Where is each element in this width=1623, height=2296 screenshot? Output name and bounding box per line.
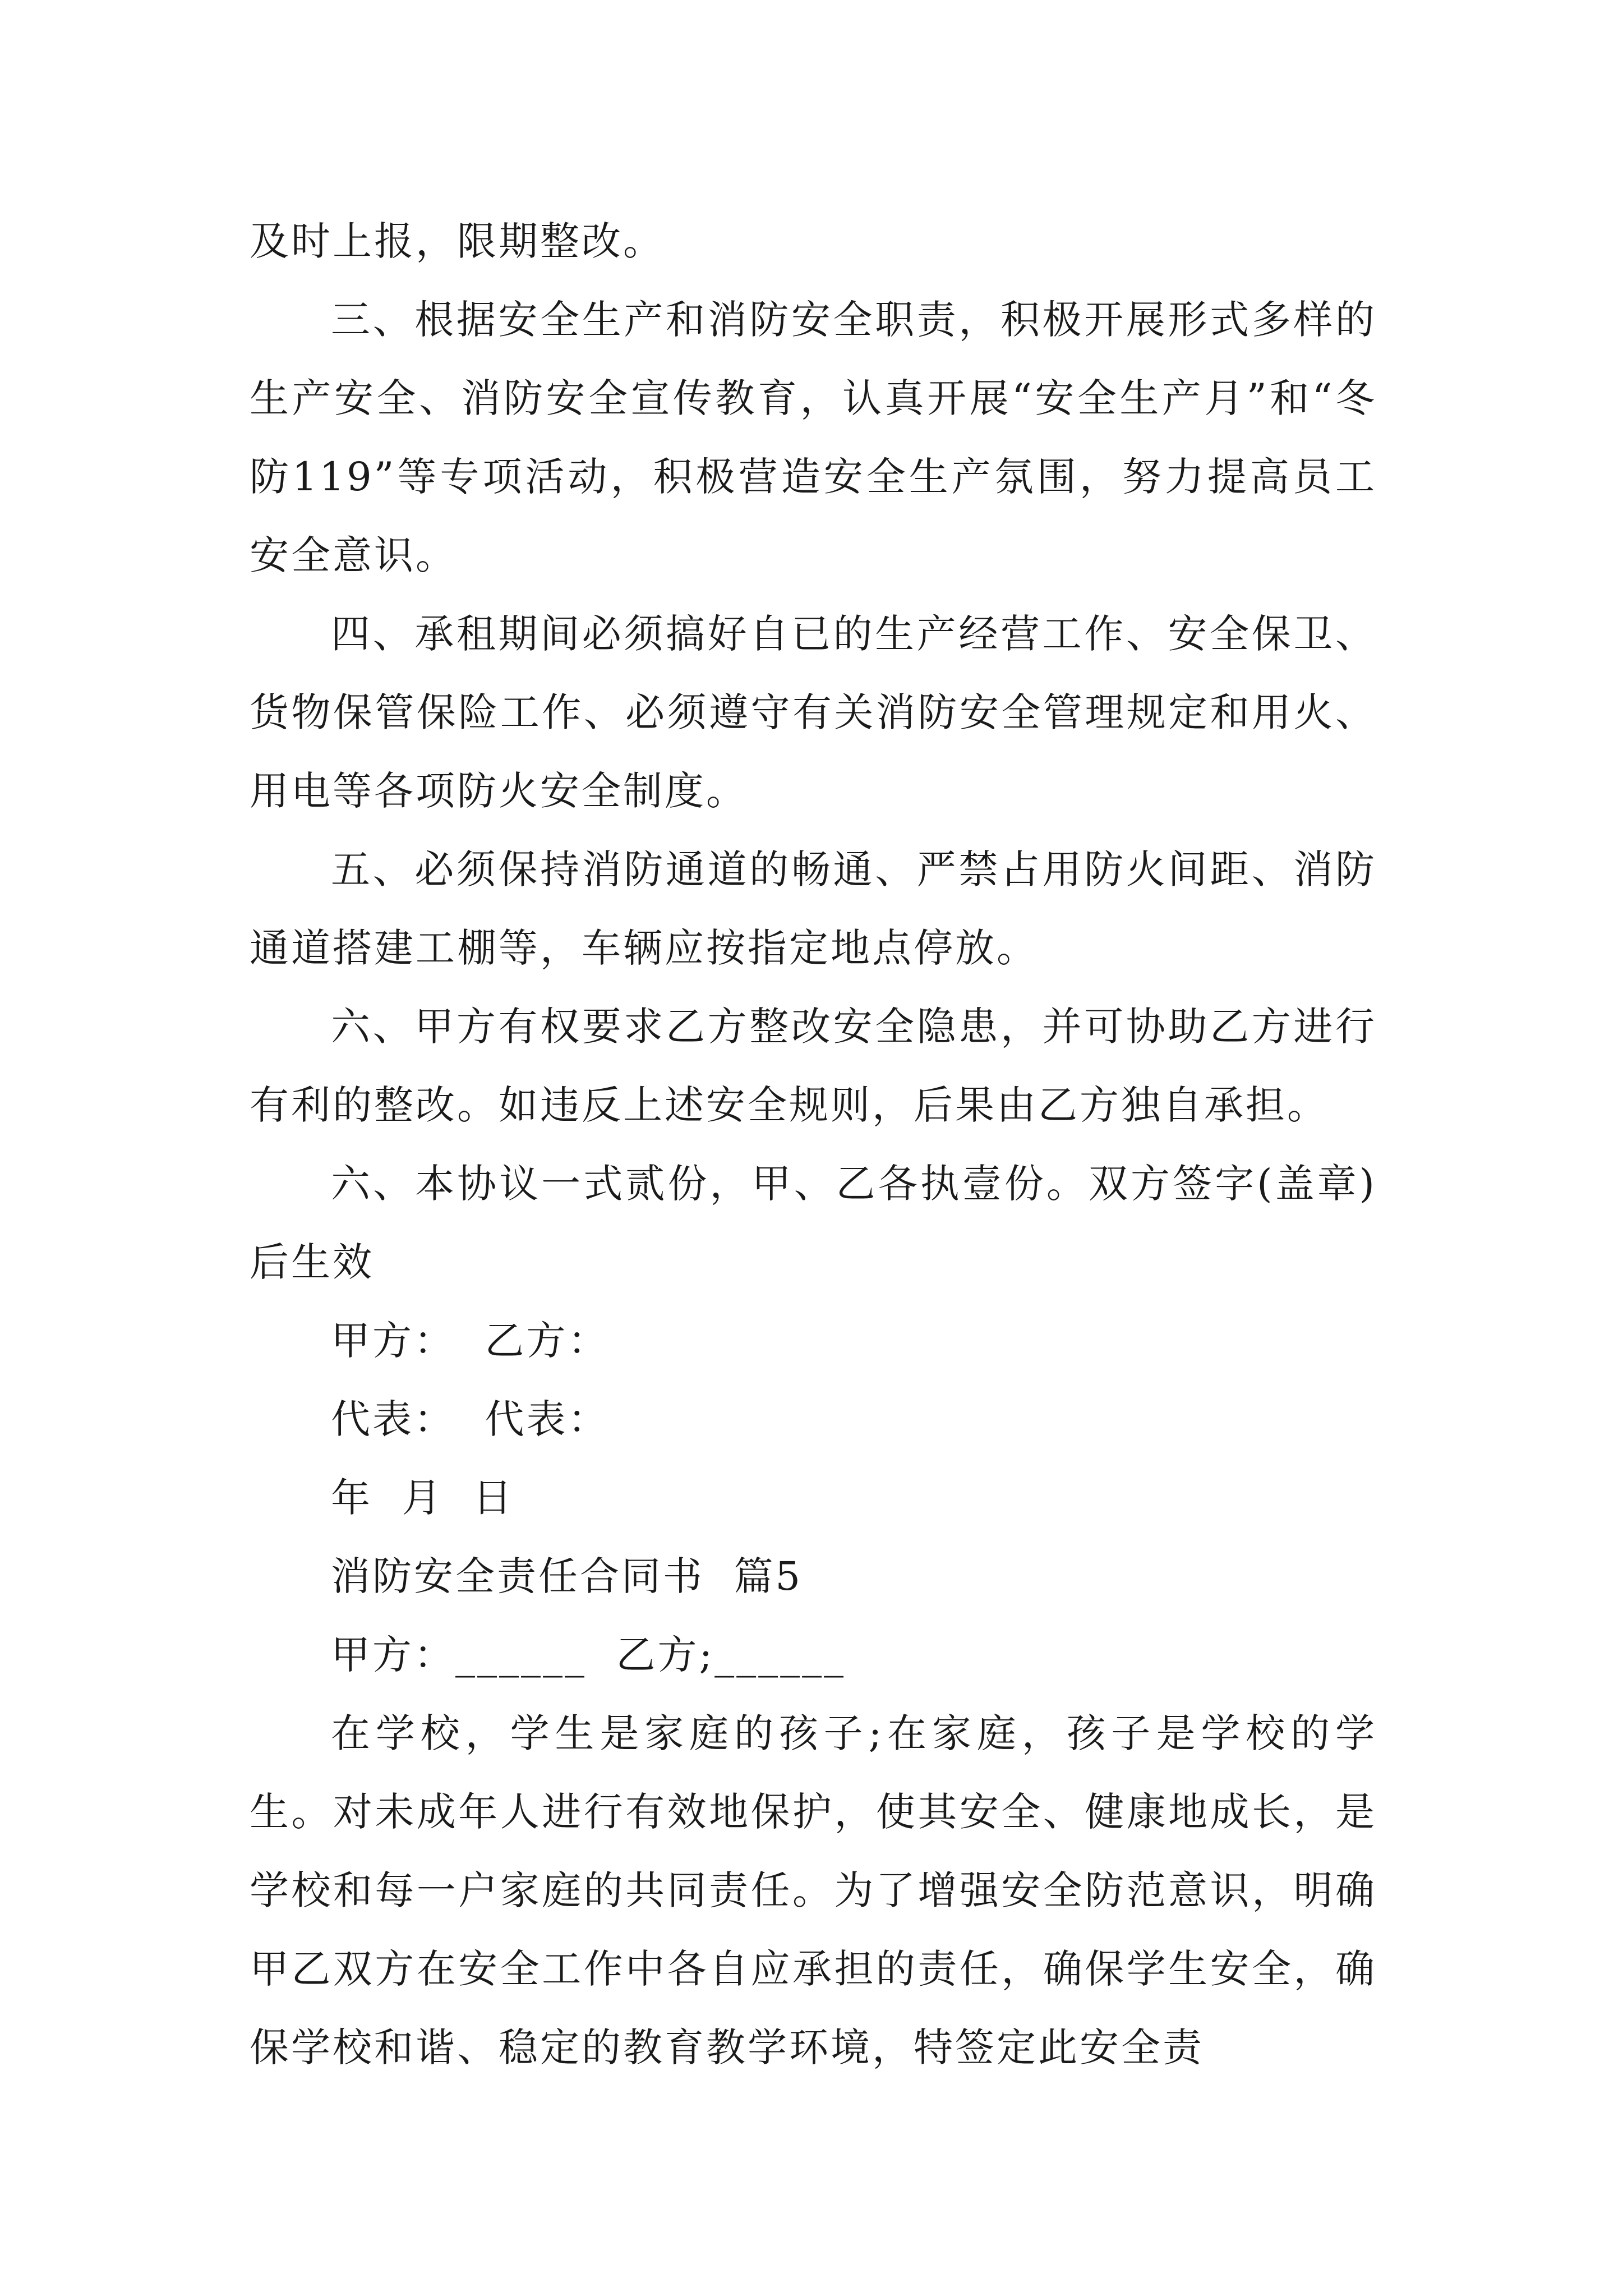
paragraph-clause-6a: 六、甲方有权要求乙方整改安全隐患，并可协助乙方进行有利的整改。如违反上述安全规则，后果由乙方独自承担。 [250, 1004, 1377, 1128]
paragraph-continuation: 及时上报，限期整改。 [250, 218, 665, 264]
paragraph-intro: 在学校，学生是家庭的孩子;在家庭，孩子是学校的学生。对未成年人进行有效地保护，使其安全、健康地成长，是学校和每一户家庭的共同责任。为了增强安全防范意识，明确甲乙双方在安全工作中各自应承担的责任，确保学生安全，确保学校和谐、稳定的教育教学环境，特签定此安全责 [250, 1710, 1377, 2070]
signature-representatives-line: 代表： 代表： [331, 1396, 610, 1442]
party-blank-line: 甲方：______ 乙方;______ [331, 1632, 846, 1678]
signature-parties-line: 甲方： 乙方： [331, 1318, 610, 1364]
document-body [250, 202, 1377, 2087]
section-title: 消防安全责任合同书 篇5 [331, 1553, 803, 1599]
signature-date-line: 年 月 日 [331, 1475, 515, 1521]
paragraph-clause-4: 四、承租期间必须搞好自已的生产经营工作、安全保卫、货物保管保险工作、必须遵守有关消防安全管理规定和用火、用电等各项防火安全制度。 [250, 611, 1377, 814]
paragraph-clause-6b: 六、本协议一式贰份，甲、乙各执壹份。双方签字(盖章)后生效 [250, 1161, 1377, 1285]
paragraph-clause-5: 五、必须保持消防通道的畅通、严禁占用防火间距、消防通道搭建工棚等，车辆应按指定地点停放。 [250, 846, 1377, 971]
paragraph-clause-3: 三、根据安全生产和消防安全职责，积极开展形式多样的生产安全、消防安全宣传教育，认真开展“安全生产月”和“冬防119”等专项活动，积极营造安全生产氛围，努力提高员工安全意识。 [250, 297, 1377, 578]
